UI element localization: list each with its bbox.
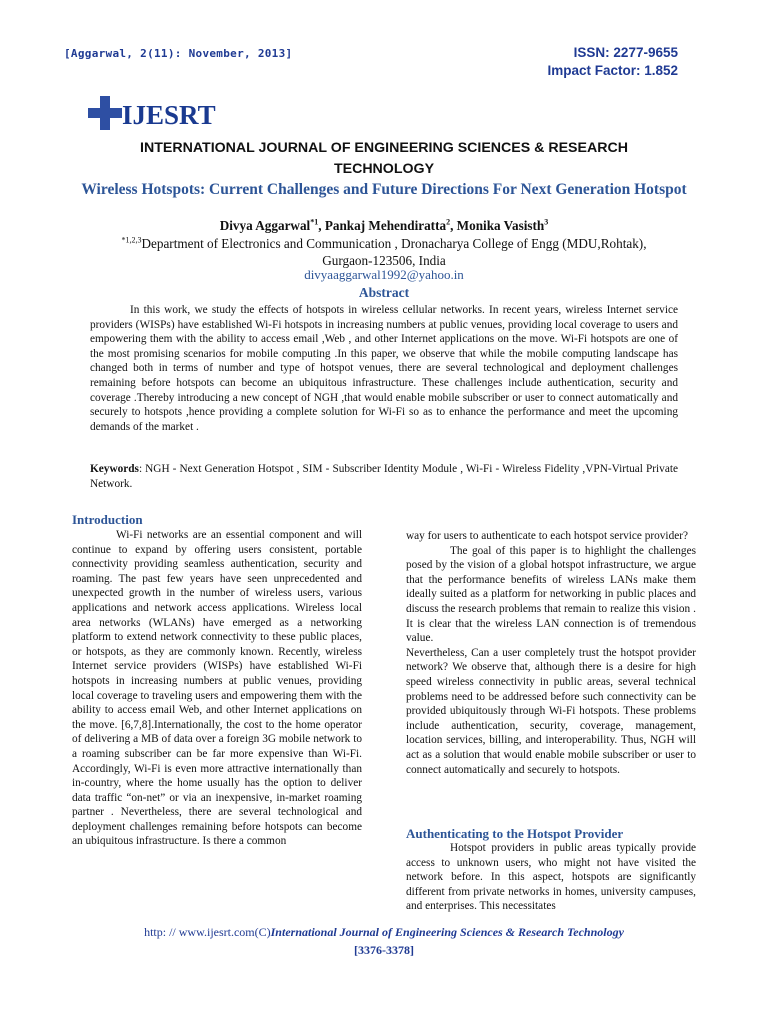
intro-paragraph-1-cont: way for users to authenticate to each hotspot service provider? [406, 530, 689, 542]
affiliation [80, 235, 688, 269]
journal-name [100, 138, 668, 180]
author-email[interactable]: divyaaggarwal1992@yahoo.in [304, 267, 464, 282]
intro-paragraph-1: Wi-Fi networks are an essential component and will continue to expand by offering users consistent, portable connectivity providing seamless authentication, security and roaming. The past few years have seen unprecedented and unexpected growth in the number of wireless users, various applications and network access applications. Wireless local area networks (WLANs) have emerged as a networking platform to extend network connectivity to these public places, or hotspots, as they are commonly known. Recently, wireless Internet service providers (WISPs) have established Wi-Fi hotspots in increasing numbers at public venues, providing local coverage to traveling users and empowering them with the ability to access email Web, and other Internet applications on the move. [6,7,8].Internationally, the cost to the home operator of delivering a MB of data over a foreign 3G mobile network to a roaming subscriber can be far more expensive than Wi-Fi. Accordingly, Wi-Fi is even more attractive internationally than in-country, where the home usually has the option to deliver data traffic “on-net” or via an inexpensive, in-market roaming partner . Nevertheless, there are several technological and deployment challenges remaining before hotspots can become an ubiquitous infrastructure. Is there a common [72, 529, 362, 848]
intro-paragraph-2: The goal of this paper is to highlight the challenges posed by the vision of a global hotspot infrastructure, we argue that the performance benefits of wireless LANs make them ideally suited as a platform for networking in public places and discuss the research problems that remain to realize this vision . It is clear that the wireless LAN connection is of tremendous value. [406, 544, 696, 645]
footer-journal-name: International Journal of Engineering Sciences & Research Technology [270, 925, 624, 939]
footer-copyright: (C) [254, 925, 271, 939]
author-1: Divya Aggarwal [219, 218, 311, 233]
auth-section-heading: Authenticating to the Hotspot Provider [406, 826, 624, 841]
author-1-sup: *1 [310, 217, 319, 227]
keywords-label: Keywords [90, 463, 139, 475]
auth-section-body [406, 841, 696, 914]
impact-factor: Impact Factor: 1.852 [547, 63, 678, 78]
plus-logo-icon [88, 96, 122, 130]
right-column [406, 529, 696, 777]
introduction-heading: Introduction [72, 512, 143, 527]
keywords [90, 462, 678, 491]
paper-title: Wireless Hotspots: Current Challenges and Future Directions For Next Generation Hotspot [81, 181, 687, 198]
abstract-text: In this work, we study the effects of hotspots in wireless cellular networks. In recent years, wireless Internet service providers (WISPs) have established Wi-Fi hotspots in increasing numbers at public venues, providing local coverage to users and empowering them with the ability to access email ,Web , and other Internet applications on the move. Wi-Fi hotspots are one of the most promising scenarios for mobile computing .In this paper, we observe that while the mobile computing landscape has changed both in terms of number and type of hotspot venues, there are several technological and deployment challenges remaining before hotspots can become an ubiquitous infrastructure. These challenges include authentication, security and coverage .Thereby introducing a new concept of NGH ,that would enable mobile subscriber or user to connect automatically and securely to hotspots ,hence providing a complete solution for Wi-Fi so as to enhance the performance and meet the upcoming demands of the market . [90, 304, 678, 433]
keywords-text: : NGH - Next Generation Hotspot , SIM - Subscriber Identity Module , Wi-Fi - Wireless Fidelity ,VPN-Virtual Private Network. [90, 463, 678, 490]
footer-pages: [3376-3378] [354, 943, 414, 957]
authors: Divya Aggarwal$^{*1}$, Pankaj Mehendiratta$^2$, Monika Vasisth$^3$ [219, 217, 549, 233]
journal-name-line2: TECHNOLOGY [333, 161, 435, 177]
footer-journal [0, 925, 768, 940]
citation-header: [Aggarwal, 2(11): November, 2013] [64, 47, 293, 60]
affiliation-sup: *1,2,3 [121, 235, 142, 245]
left-column [72, 528, 362, 849]
intro-paragraph-3: Nevertheless, Can a user completely trust the hotspot provider network? We observe that, although there is a desire for high speed wireless connectivity in public areas, several technical problems need to be addressed before such connectivity can be provided ubiquitously through Wi-Fi hotspots. These problems include authentication, security, coverage, management, location services, billing, and interoperability. Thus, NGH will act as a solution that would enable mobile subscriber or user to connect automatically and securely to hotspots. [406, 646, 696, 776]
logo-text: IJESRT [122, 100, 216, 130]
issn-block [547, 44, 678, 80]
affiliation-line2: Gurgaon-123506, India [322, 253, 446, 268]
author-3: Monika Vasisth [456, 218, 545, 233]
auth-paragraph: Hotspot providers in public areas typically provide access to unknown users, who might not have visited the network before. In this aspect, hotspots are significantly different from private networks in homes, university campuses, and enterprises. This necessitates [406, 842, 696, 913]
footer-url[interactable]: http: // www.ijesrt.com [144, 925, 255, 939]
abstract-heading: Abstract [358, 285, 410, 300]
author-2-sup: 2 [446, 217, 451, 227]
author-2: Pankaj Mehendiratta [324, 218, 447, 233]
author-3-sup: 3 [544, 217, 549, 227]
affiliation-line1: Department of Electronics and Communication , Dronacharya College of Engg (MDU,Rohtak), [141, 236, 647, 251]
issn: ISSN: 2277-9655 [573, 45, 678, 60]
journal-name-line1: INTERNATIONAL JOURNAL OF ENGINEERING SCIENCES & RESEARCH [140, 140, 628, 156]
